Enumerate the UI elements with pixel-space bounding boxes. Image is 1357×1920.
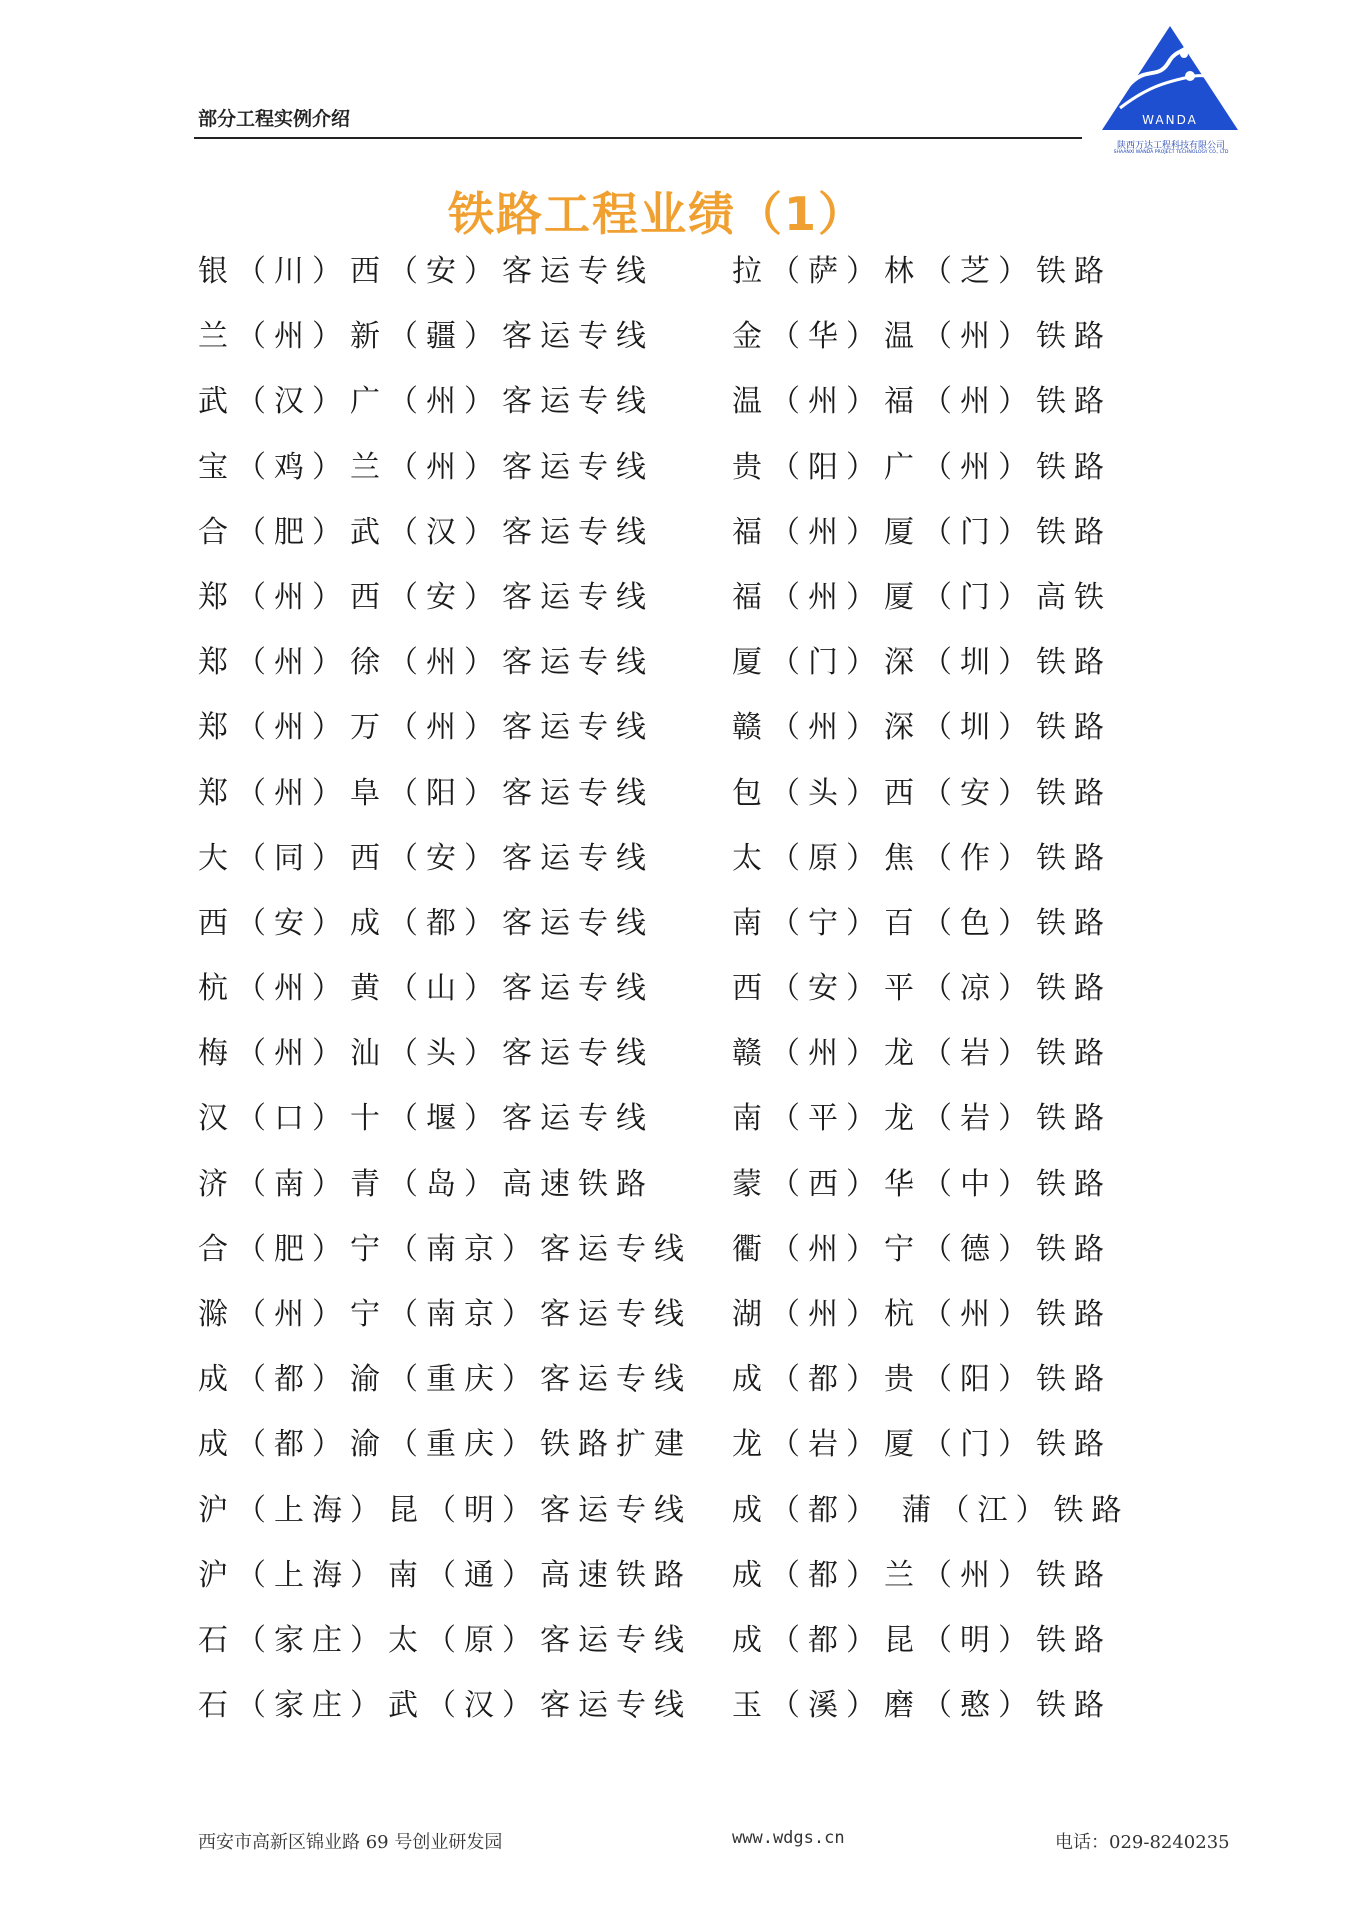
list-item: 包（头）西（安）铁路 [732, 775, 1112, 811]
list-item: 福（州）厦（门）铁路 [732, 514, 1112, 550]
svg-text:WANDA: WANDA [1142, 113, 1198, 127]
list-item: 衢（州）宁（德）铁路 [732, 1231, 1112, 1267]
logo-company-name: 陕西万达工程科技有限公司 [1116, 141, 1225, 151]
list-item: 金（华）温（州）铁路 [732, 319, 1112, 355]
list-item: 沪（上海）昆（明）客运专线 [198, 1492, 692, 1528]
company-logo [1098, 24, 1250, 160]
list-item: 汉（口）十（堰）客运专线 [198, 1101, 654, 1137]
list-item: 沪（上海）南（通）高速铁路 [198, 1557, 692, 1593]
list-item: 兰（州）新（疆）客运专线 [198, 319, 654, 355]
list-item: 石（家庄）武（汉）客运专线 [198, 1688, 692, 1724]
list-item: 郑（州）徐（州）客运专线 [198, 645, 654, 681]
list-item: 郑（州）西（安）客运专线 [198, 579, 654, 615]
list-item: 西（安）成（都）客运专线 [198, 905, 654, 941]
list-item: 赣（州）深（圳）铁路 [732, 710, 1112, 746]
list-item: 湖（州）杭（州）铁路 [732, 1297, 1112, 1332]
list-item: 合（肥）武（汉）客运专线 [198, 514, 654, 550]
project-list-left [198, 250, 692, 1749]
list-item: 南（宁）百（色）铁路 [732, 905, 1112, 941]
list-item: 温（州）福（州）铁路 [732, 384, 1112, 420]
page-title: 铁路工程业绩（1） [447, 187, 866, 241]
list-item: 福（州）厦（门）高铁 [732, 579, 1112, 615]
list-item: 银（川）西（安）客运专线 [198, 254, 654, 289]
header-title: 部分工程实例介绍 [198, 108, 351, 130]
list-item: 宝（鸡）兰（州）客运专线 [198, 449, 654, 485]
list-item: 拉（萨）林（芝）铁路 [732, 254, 1112, 289]
list-item: 南（平）龙（岩）铁路 [732, 1101, 1112, 1137]
list-item: 成（都） 蒲（江）铁路 [732, 1492, 1130, 1528]
list-item: 成（都）贵（阳）铁路 [732, 1362, 1112, 1398]
list-item: 贵（阳）广（州）铁路 [732, 449, 1112, 485]
list-item: 武（汉）广（州）客运专线 [198, 384, 654, 420]
footer-address: 西安市高新区锦业路 69 号创业研发园 [198, 1832, 503, 1853]
project-list-right [732, 250, 1130, 1749]
list-item: 西（安）平（凉）铁路 [732, 971, 1112, 1007]
list-item: 玉（溪）磨（憨）铁路 [732, 1688, 1112, 1724]
list-item: 蒙（西）华（中）铁路 [732, 1166, 1112, 1202]
list-item: 大（同）西（安）客运专线 [198, 840, 654, 876]
list-item: 合（肥）宁（南京）客运专线 [198, 1231, 692, 1267]
list-item: 梅（州）汕（头）客运专线 [198, 1036, 654, 1072]
list-item: 成（都）昆（明）铁路 [732, 1622, 1112, 1658]
list-item: 郑（州）万（州）客运专线 [198, 710, 654, 746]
list-item: 成（都）兰（州）铁路 [732, 1557, 1112, 1593]
footer-phone: 电话：029-8240235 [1055, 1832, 1230, 1853]
footer-website: www.wdgs.cn [732, 1828, 845, 1848]
list-item: 赣（州）龙（岩）铁路 [732, 1036, 1112, 1072]
wanda-logo-icon [1098, 24, 1244, 136]
list-item: 杭（州）黄（山）客运专线 [198, 971, 654, 1007]
list-item: 石（家庄）太（原）客运专线 [198, 1622, 692, 1658]
list-item: 成（都）渝（重庆）客运专线 [198, 1362, 692, 1398]
list-item: 太（原）焦（作）铁路 [732, 840, 1112, 876]
header-divider [194, 137, 1082, 139]
list-item: 成（都）渝（重庆）铁路扩建 [198, 1427, 692, 1463]
list-item: 郑（州）阜（阳）客运专线 [198, 775, 654, 811]
list-item: 滁（州）宁（南京）客运专线 [198, 1297, 692, 1332]
list-item: 厦（门）深（圳）铁路 [732, 645, 1112, 681]
list-item: 济（南）青（岛）高速铁路 [198, 1166, 654, 1202]
list-item: 龙（岩）厦（门）铁路 [732, 1427, 1112, 1463]
logo-company-name-en: SHAANXI WANDA PROJECT TECHNOLOGY CO., LTD [1113, 150, 1229, 155]
